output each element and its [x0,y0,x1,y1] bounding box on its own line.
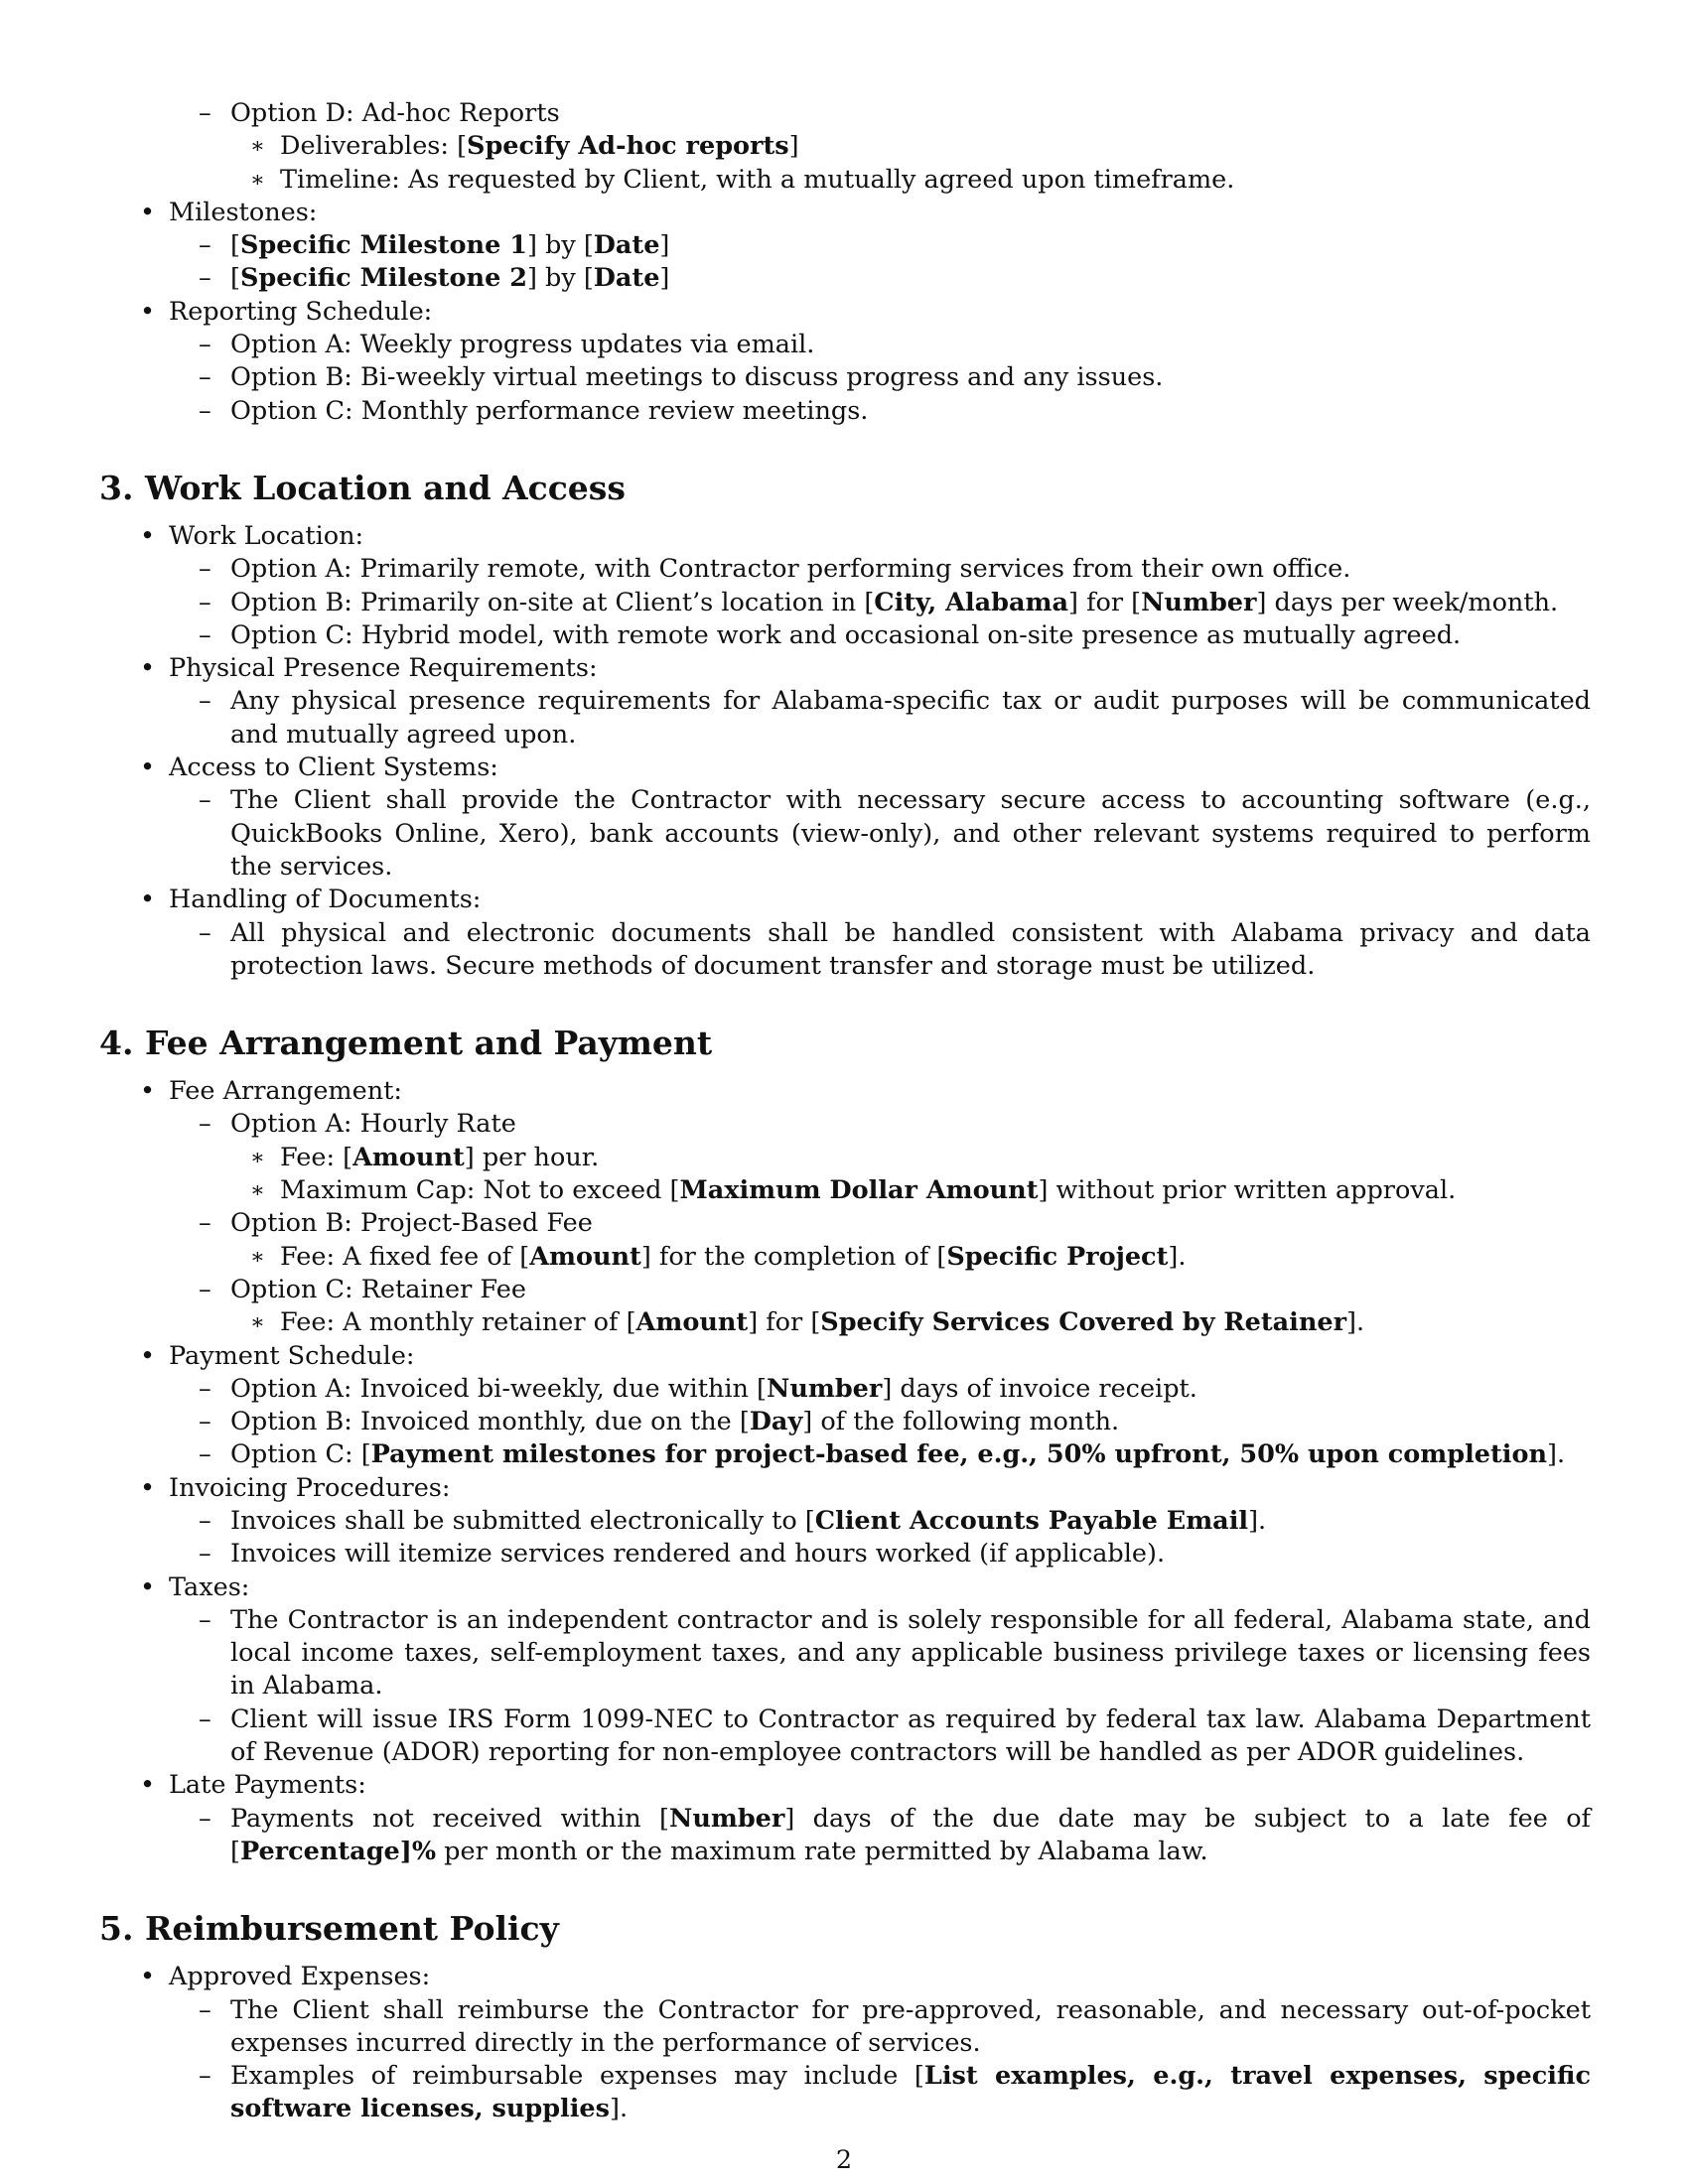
list-item: – All physical and electronic documents shall be handled consistent with Alabama privacy and data protection laws. Secure methods of document transfer and storage must be utilized. [199,917,1591,981]
list-item: ∗ Timeline: As requested by Client, with a mutually agreed upon timeframe. [250,164,1235,195]
list-item: – Option C: [Payment milestones for project-based fee, e.g., 50% upfront, 50% upon completion]. [199,1439,1566,1470]
list-item: • Handling of Documents: [140,885,482,915]
list-item: • Payment Schedule: [140,1340,415,1371]
section-heading: 4. Fee Arrangement and Payment [99,1024,713,1063]
list-item: – [Specific Milestone 2] by [Date] [199,263,670,294]
list-item: • Taxes: [140,1571,250,1602]
list-item: – Option A: Weekly progress updates via email. [199,330,815,360]
list-item: • Reporting Schedule: [140,296,433,327]
section2-tail-list [99,97,1591,428]
document-page [99,97,1591,2126]
list-item: ∗ Maximum Cap: Not to exceed [Maximum Dollar Amount] without prior written approval. [250,1175,1457,1206]
page-number: 2 [835,2145,853,2175]
list-item: – The Client shall provide the Contractor with necessary secure access to accounting software (e.g., QuickBooks Online, Xero), bank accounts (view-only), and other relevant systems required to perform the services. [199,785,1591,882]
list-item: – Examples of reimbursable expenses may include [List examples, e.g., travel expenses, specific software licenses, supplies]. [199,2061,1591,2124]
section-heading: 5. Reimbursement Policy [99,1909,559,1949]
list-item: ∗ Fee: [Amount] per hour. [250,1142,600,1172]
list-item: – Payments not received within [Number] days of the due date may be subject to a late fee of [Percentage]% per month or the maximum rate permitted by Alabama law. [199,1803,1591,1866]
list-item: – Option A: Invoiced bi-weekly, due within [Number] days of invoice receipt. [199,1373,1197,1404]
section3-list [99,520,1591,983]
list-item: • Milestones: [140,197,318,227]
list-item: – The Contractor is an independent contractor and is solely responsible for all federal, Alabama state, and local income taxes, self-employment taxes, and any applicable business privilege taxes or licensing fees in Alabama. [199,1604,1591,1702]
list-item: – Any physical presence requirements for Alabama-specific tax or audit purposes will be communicated and mutually agreed upon. [199,686,1591,750]
list-item: – Option B: Project-Based Fee [199,1208,593,1239]
section5-list [99,1961,1591,2125]
list-item: • Late Payments: [140,1770,366,1801]
section-5-heading-wrap [99,1910,1591,1948]
list-item: – Option C: Monthly performance review meetings. [199,395,869,426]
list-item: – Option B: Invoiced monthly, due on the [Day] of the following month. [199,1407,1120,1437]
list-item: – Option A: Primarily remote, with Contractor performing services from their own office. [199,554,1351,585]
list-item: ∗ Deliverables: [Specify Ad-hoc reports] [250,131,799,162]
section4-list [99,1075,1591,1868]
list-item: – The Client shall reimburse the Contractor for pre-approved, reasonable, and necessary out-of-pocket expenses incurred directly in the performance of services. [199,1994,1591,2058]
list-item: – Option C: Retainer Fee [199,1274,526,1304]
list-item: – Option D: Ad-hoc Reports [199,98,560,128]
list-item: • Fee Arrangement: [140,1076,402,1107]
list-item: – Invoices shall be submitted electronically to [Client Accounts Payable Email]. [199,1505,1267,1536]
section-3-heading-wrap [99,470,1591,507]
list-item: – Option A: Hourly Rate [199,1109,516,1140]
list-item: ∗ Fee: A fixed fee of [Amount] for the completion of [Specific Project]. [250,1241,1187,1272]
list-item: – Option B: Bi-weekly virtual meetings to discuss progress and any issues. [199,362,1164,393]
list-item: • Access to Client Systems: [140,752,498,783]
list-item: – Invoices will itemize services rendered and hours worked (if applicable). [199,1539,1166,1570]
list-item: • Work Location: [140,520,364,551]
section-4-heading-wrap [99,1024,1591,1062]
list-item: – Option C: Hybrid model, with remote work and occasional on-site presence as mutually agreed. [199,619,1462,650]
list-item: • Physical Presence Requirements: [140,653,598,684]
section-heading: 3. Work Location and Access [99,468,626,507]
list-item: • Approved Expenses: [140,1962,431,1992]
list-item: ∗ Fee: A monthly retainer of [Amount] for [Specify Services Covered by Retainer]. [250,1307,1365,1338]
list-item: – [Specific Milestone 1] by [Date] [199,230,670,261]
list-item: – Option B: Primarily on-site at Client’s location in [City, Alabama] for [Number] days per week/month. [199,587,1559,617]
list-item: • Invoicing Procedures: [140,1472,451,1503]
list-item: – Client will issue IRS Form 1099-NEC to Contractor as required by federal tax law. Alabama Department of Revenue (ADOR) reporting for non-employee contractors will be handled as per ADOR guidelines. [199,1704,1591,1768]
